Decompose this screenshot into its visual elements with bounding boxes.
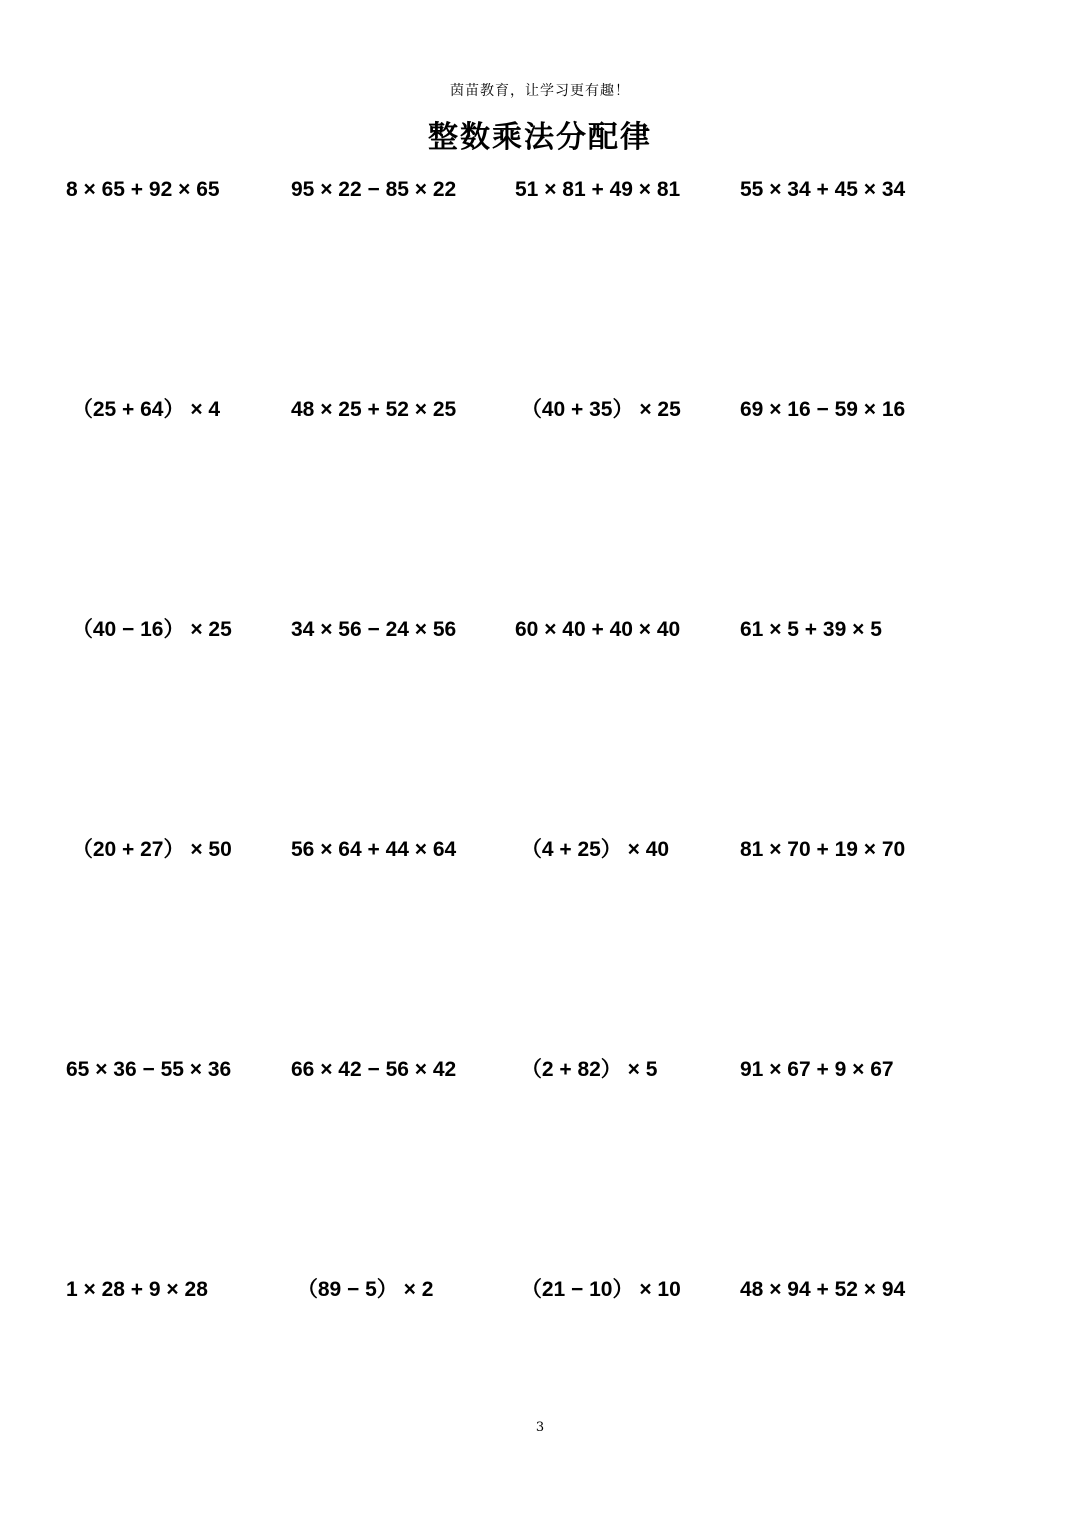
problem-row	[0, 1274, 1080, 1306]
page-title: 整数乘法分配律	[428, 120, 652, 155]
math-problem: 61 × 5 + 39 × 5	[740, 618, 882, 641]
math-problem: 95 × 22 − 85 × 22	[291, 178, 457, 201]
page-header: 茵苗教育，让学习更有趣！	[450, 83, 630, 99]
math-problem: 66 × 42 − 56 × 42	[291, 1058, 457, 1081]
math-problem: 60 × 40 + 40 × 40	[515, 618, 681, 641]
page-number: 3	[535, 1420, 545, 1435]
math-problem: 48 × 25 + 52 × 25	[291, 398, 457, 421]
math-problem: 81 × 70 + 19 × 70	[740, 838, 906, 861]
math-problem: （21 − 10） × 10	[515, 1278, 681, 1301]
problem-row	[0, 1054, 1080, 1086]
math-problem: 1 × 28 + 9 × 28	[66, 1278, 208, 1301]
math-problem: 8 × 65 + 92 × 65	[66, 178, 220, 201]
math-problem: 56 × 64 + 44 × 64	[291, 838, 457, 861]
math-problem: 55 × 34 + 45 × 34	[740, 178, 906, 201]
math-problem: 48 × 94 + 52 × 94	[740, 1278, 906, 1301]
math-problem: （89 − 5） × 2	[291, 1278, 434, 1301]
math-problem: （4 + 25） × 40	[515, 838, 670, 861]
math-problem: 51 × 81 + 49 × 81	[515, 178, 681, 201]
math-problem: （2 + 82） × 5	[515, 1058, 658, 1081]
math-problem: （20 + 27） × 50	[66, 838, 232, 861]
math-problem: 69 × 16 − 59 × 16	[740, 398, 906, 421]
math-problem: （25 + 64） × 4	[66, 398, 221, 421]
problem-row	[0, 394, 1080, 426]
math-problem: 34 × 56 − 24 × 56	[291, 618, 457, 641]
math-problem: 91 × 67 + 9 × 67	[740, 1058, 894, 1081]
math-problem: （40 + 35） × 25	[515, 398, 681, 421]
math-problem: 65 × 36 − 55 × 36	[66, 1058, 232, 1081]
problem-row	[0, 614, 1080, 646]
math-problem: （40 − 16） × 25	[66, 618, 232, 641]
problem-row	[0, 174, 1080, 206]
problem-row	[0, 834, 1080, 866]
